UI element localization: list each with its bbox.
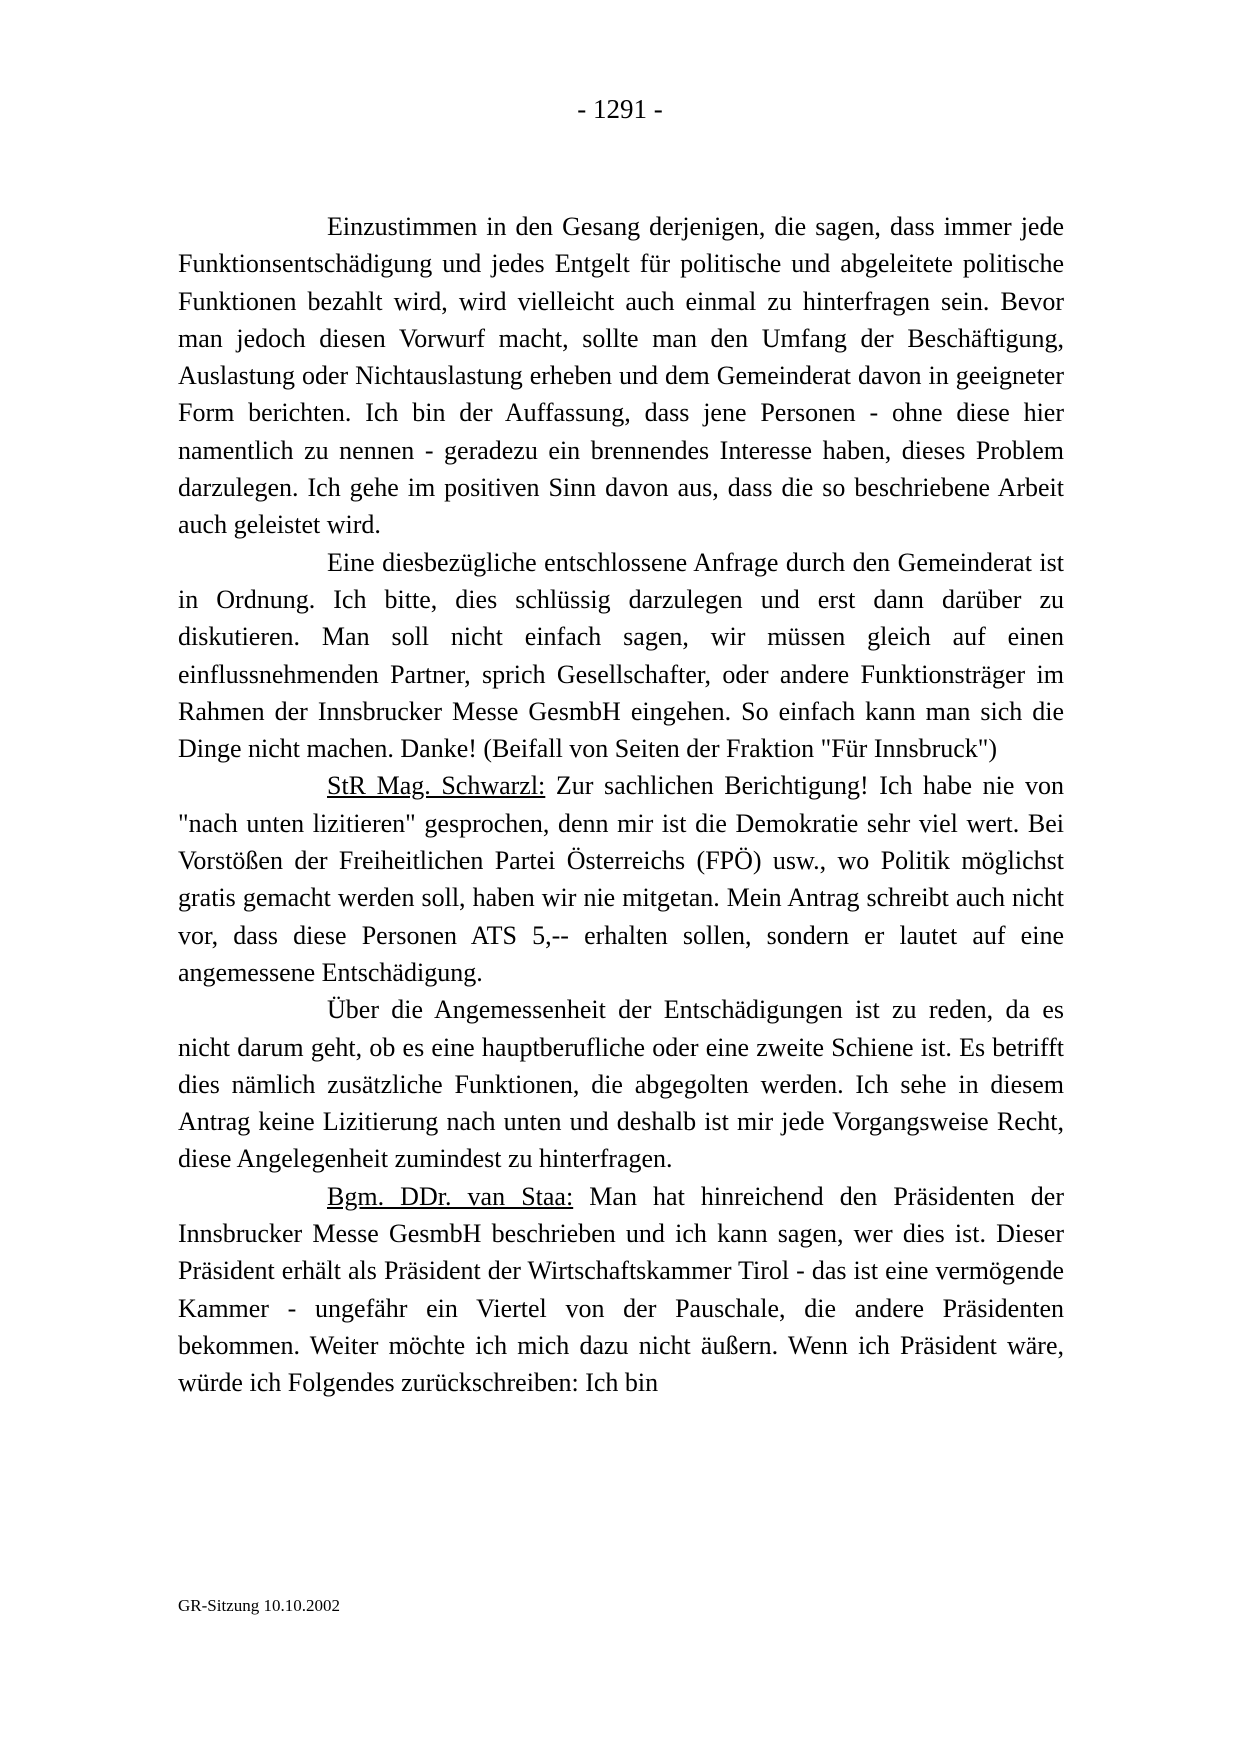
paragraph-text: Über die Angemessenheit der Entschädigungen ist zu reden, da es nicht darum geht, ob es eine hauptberufliche oder eine zweite Schiene ist. Es betrifft dies nämlich zusätzliche Funktionen, die abgegolten werden. Ich sehe in diesem Antrag keine Lizitierung nach unten und deshalb ist mir jede Vorgangsweise Recht, diese Angelegenheit zumindest zu hinterfragen. xyxy=(178,995,1064,1174)
paragraph xyxy=(178,544,1064,768)
speaker-name: Bgm. DDr. van Staa: xyxy=(327,1181,574,1211)
paragraph-text: Eine diesbezügliche entschlossene Anfrage durch den Gemeinderat ist in Ordnung. Ich bitte, dies schlüssig darzulegen und erst dann darüber zu diskutieren. Man soll nicht einfach sagen, wir müssen gleich auf einen einflussnehmenden Partner, sprich Gesellschafter, oder andere Funktionsträger im Rahmen der Innsbrucker Messe GesmbH eingehen. So einfach kann man sich die Dinge nicht machen. Danke! (Beifall von Seiten der Fraktion "Für Innsbruck") xyxy=(178,547,1064,764)
paragraph xyxy=(178,991,1064,1177)
paragraph-text: Man hat hinreichend den Präsidenten der Innsbrucker Messe GesmbH beschrieben und ich kann sagen, wer dies ist. Dieser Präsident erhält als Präsident der Wirtschaftskammer Tirol - das ist eine vermögende Kammer - ungefähr ein Viertel von der Pauschale, die andere Präsidenten bekommen. Weiter möchte ich mich dazu nicht äußern. Wenn ich Präsident wäre, würde ich Folgendes zurückschreiben: Ich bin xyxy=(178,1181,1064,1398)
paragraph-text: Zur sachlichen Berichtigung! Ich habe nie von "nach unten lizitieren" gesprochen, denn mir ist die Demokratie sehr viel wert. Bei Vorstößen der Freiheitlichen Partei Österreichs (FPÖ) usw., wo Politik möglichst gratis gemacht werden soll, haben wir nie mitgetan. Mein Antrag schreibt auch nicht vor, dass diese Personen ATS 5,-- erhalten sollen, sondern er lautet auf eine angemessene Entschädigung. xyxy=(178,771,1064,987)
paragraph xyxy=(178,1178,1064,1402)
page-number: - 1291 - xyxy=(577,94,663,124)
paragraph xyxy=(178,767,1064,991)
paragraph-text: Einzustimmen in den Gesang derjenigen, die sagen, dass immer jede Funktionsentschädigung und jedes Entgelt für politische und abgeleitete politische Funktionen bezahlt wird, wird vielleicht auch einmal zu hinterfragen sein. Bevor man jedoch diesen Vorwurf macht, sollte man den Umfang der Beschäftigung, Auslastung oder Nichtauslastung erheben und dem Gemeinderat davon in geeigneter Form berichten. Ich bin der Auffassung, dass jene Personen - ohne diese hier namentlich zu nennen - geradezu ein brennendes Interesse haben, dieses Problem darzulegen. Ich gehe im positiven Sinn davon aus, dass die so beschriebene Arbeit auch geleistet wird. xyxy=(178,212,1064,540)
speaker-name: StR Mag. Schwarzl: xyxy=(327,771,546,801)
document-body xyxy=(178,208,1064,1402)
footer-session-date: GR-Sitzung 10.10.2002 xyxy=(178,1596,340,1615)
paragraph xyxy=(178,208,1064,544)
